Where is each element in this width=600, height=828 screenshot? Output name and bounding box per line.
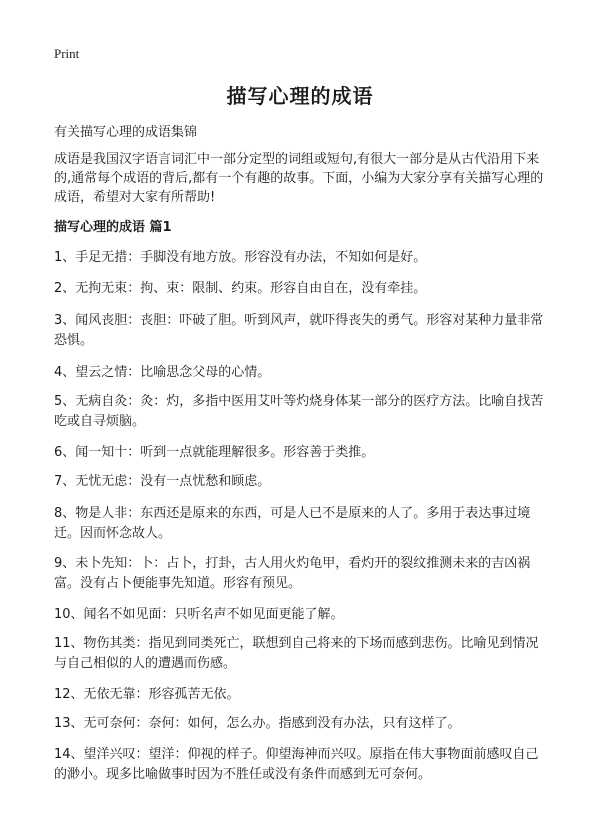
list-item: 7、无忧无虑：没有一点忧愁和顾虑。: [54, 474, 271, 489]
list-item: 8、物是人非：东西还是原来的东西，可是人已不是原来的人了。多用于表达事过境迁。因而怀念故人。: [54, 506, 531, 541]
list-item: 14、望洋兴叹：望洋：仰视的样子。仰望海神而兴叹。原指在伟大事物面前感叹自己的渺小。现多比喻做事时因为不胜任或没有条件而感到无可奈何。: [54, 747, 539, 782]
intro-paragraph: 成语是我国汉字语言词汇中一部分定型的词组或短句,有很大一部分是从古代沿用下来的,通常每个成语的背后,都有一个有趣的故事。下面，小编为大家分享有关描写心理的成语，希望对大家有所帮助!: [54, 152, 544, 205]
list-item: 9、未卜先知：卜：占卜，打卦，古人用火灼龟甲，看灼开的裂纹推测未来的吉凶祸富。没有占卜便能事先知道。形容有预见。: [54, 556, 531, 591]
list-item: 10、闻名不如见面：只听名声不如见面更能了解。: [54, 607, 344, 622]
list-item: 2、无拘无束：拘、束：限制、约束。形容自由自在，没有牵挂。: [54, 281, 427, 296]
list-item: 1、手足无措：手脚没有地方放。形容没有办法，不知如何是好。: [54, 250, 427, 265]
list-item: 11、物伤其类：指见到同类死亡，联想到自己将来的下场而感到悲伤。比喻见到情况与自己相似的人的遭遇而伤感。: [54, 636, 539, 671]
list-item: 4、望云之情：比喻思念父母的心情。: [54, 365, 271, 380]
list-item: 6、闻一知十：听到一点就能理解很多。形容善于类推。: [54, 445, 375, 460]
section-title: 描写心理的成语 篇1: [54, 220, 172, 235]
list-item: 5、无病自灸：灸：灼，多指中医用艾叶等灼烧身体某一部分的医疗方法。比喻自找苦吃或自寻烦脑。: [54, 394, 544, 429]
list-item: 3、闻风丧胆：丧胆：吓破了胆。听到风声，就吓得丧失的勇气。形容对某种力量非常恐惧。: [54, 313, 544, 348]
subtitle: 有关描写心理的成语集锦: [54, 125, 198, 140]
list-item: 13、无可奈何：奈何：如何，怎么办。指感到没有办法，只有这样了。: [54, 716, 461, 731]
print-label: Print: [54, 46, 80, 61]
page-title: 描写心理的成语: [226, 84, 374, 108]
list-item: 12、无依无靠：形容孤苦无依。: [54, 687, 240, 702]
